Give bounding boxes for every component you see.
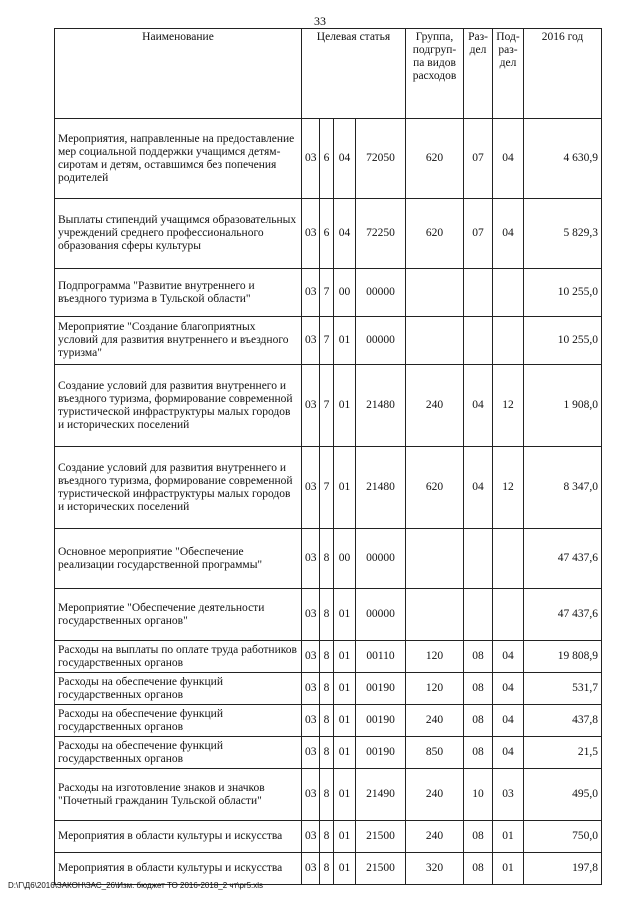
table-row bbox=[55, 529, 602, 589]
cell-group: 120 bbox=[406, 641, 464, 673]
cell-c4: 00110 bbox=[356, 641, 406, 673]
cell-c3: 01 bbox=[334, 641, 356, 673]
cell-section: 07 bbox=[464, 119, 493, 199]
cell-amount: 21,5 bbox=[524, 737, 602, 769]
cell-group: 120 bbox=[406, 673, 464, 705]
cell-group bbox=[406, 269, 464, 317]
cell-subsection: 04 bbox=[493, 705, 524, 737]
table-row bbox=[55, 705, 602, 737]
cell-c3: 00 bbox=[334, 529, 356, 589]
cell-section: 04 bbox=[464, 447, 493, 529]
cell-c3: 01 bbox=[334, 365, 356, 447]
cell-amount: 750,0 bbox=[524, 821, 602, 853]
cell-c2: 7 bbox=[320, 317, 334, 365]
table-header-row bbox=[55, 29, 602, 119]
cell-c4: 00000 bbox=[356, 317, 406, 365]
cell-name: Выплаты стипендий учащимся образовательных учреждений среднего профессионального образования сферы культуры bbox=[55, 199, 302, 269]
cell-subsection bbox=[493, 317, 524, 365]
cell-c1: 03 bbox=[302, 269, 320, 317]
cell-c3: 00 bbox=[334, 269, 356, 317]
cell-section bbox=[464, 269, 493, 317]
header-name: Наименование bbox=[55, 29, 302, 119]
cell-c2: 8 bbox=[320, 705, 334, 737]
table-row bbox=[55, 673, 602, 705]
table-row bbox=[55, 199, 602, 269]
cell-section bbox=[464, 589, 493, 641]
cell-c2: 8 bbox=[320, 529, 334, 589]
cell-subsection: 04 bbox=[493, 641, 524, 673]
cell-group bbox=[406, 589, 464, 641]
cell-c1: 03 bbox=[302, 119, 320, 199]
cell-c4: 00190 bbox=[356, 705, 406, 737]
cell-subsection bbox=[493, 589, 524, 641]
cell-subsection: 04 bbox=[493, 119, 524, 199]
cell-c2: 6 bbox=[320, 119, 334, 199]
cell-name: Создание условий для развития внутреннего и въездного туризма, формирование современной туристической инфраструктуры малых городов и исторических поселений bbox=[55, 365, 302, 447]
cell-c2: 8 bbox=[320, 853, 334, 885]
cell-c4: 72250 bbox=[356, 199, 406, 269]
cell-c1: 03 bbox=[302, 447, 320, 529]
cell-amount: 10 255,0 bbox=[524, 269, 602, 317]
table-row bbox=[55, 853, 602, 885]
cell-c4: 72050 bbox=[356, 119, 406, 199]
cell-name: Расходы на обеспечение функций государственных органов bbox=[55, 737, 302, 769]
header-section: Раз-дел bbox=[464, 29, 493, 119]
cell-section: 08 bbox=[464, 705, 493, 737]
header-target: Целевая статья bbox=[302, 29, 406, 119]
table-row bbox=[55, 269, 602, 317]
cell-section: 07 bbox=[464, 199, 493, 269]
cell-c1: 03 bbox=[302, 705, 320, 737]
cell-group: 320 bbox=[406, 853, 464, 885]
cell-c1: 03 bbox=[302, 641, 320, 673]
cell-section: 04 bbox=[464, 365, 493, 447]
cell-c4: 00000 bbox=[356, 269, 406, 317]
cell-c2: 8 bbox=[320, 769, 334, 821]
cell-name: Мероприятия, направленные на предоставление мер социальной поддержки учащимся детям-сиротам и детям, оставшимся без попечения родителей bbox=[55, 119, 302, 199]
cell-group: 240 bbox=[406, 365, 464, 447]
header-year: 2016 год bbox=[524, 29, 602, 119]
cell-c3: 01 bbox=[334, 317, 356, 365]
cell-c3: 01 bbox=[334, 821, 356, 853]
cell-name: Расходы на обеспечение функций государственных органов bbox=[55, 673, 302, 705]
cell-c2: 8 bbox=[320, 673, 334, 705]
cell-c2: 6 bbox=[320, 199, 334, 269]
cell-amount: 47 437,6 bbox=[524, 589, 602, 641]
cell-group: 620 bbox=[406, 119, 464, 199]
cell-c1: 03 bbox=[302, 365, 320, 447]
cell-name: Мероприятие "Обеспечение деятельности государственных органов" bbox=[55, 589, 302, 641]
cell-c1: 03 bbox=[302, 769, 320, 821]
cell-c3: 01 bbox=[334, 589, 356, 641]
cell-name: Расходы на выплаты по оплате труда работников государственных органов bbox=[55, 641, 302, 673]
cell-section: 08 bbox=[464, 673, 493, 705]
table-row bbox=[55, 589, 602, 641]
cell-group: 240 bbox=[406, 705, 464, 737]
cell-c4: 00190 bbox=[356, 673, 406, 705]
table-row bbox=[55, 119, 602, 199]
cell-c3: 01 bbox=[334, 673, 356, 705]
cell-subsection: 12 bbox=[493, 365, 524, 447]
cell-subsection: 01 bbox=[493, 821, 524, 853]
cell-amount: 4 630,9 bbox=[524, 119, 602, 199]
cell-c4: 21490 bbox=[356, 769, 406, 821]
cell-c2: 7 bbox=[320, 447, 334, 529]
cell-amount: 437,8 bbox=[524, 705, 602, 737]
cell-group: 850 bbox=[406, 737, 464, 769]
cell-name: Расходы на обеспечение функций государственных органов bbox=[55, 705, 302, 737]
table-row bbox=[55, 769, 602, 821]
cell-c2: 7 bbox=[320, 365, 334, 447]
cell-c1: 03 bbox=[302, 821, 320, 853]
cell-section: 08 bbox=[464, 737, 493, 769]
cell-c3: 04 bbox=[334, 119, 356, 199]
table-row bbox=[55, 821, 602, 853]
table-row bbox=[55, 447, 602, 529]
cell-name: Основное мероприятие "Обеспечение реализации государственной программы" bbox=[55, 529, 302, 589]
cell-c3: 01 bbox=[334, 737, 356, 769]
cell-c4: 21500 bbox=[356, 853, 406, 885]
cell-section: 08 bbox=[464, 641, 493, 673]
cell-subsection bbox=[493, 529, 524, 589]
file-path-footer: D:\Г\Д6\2016\ЗАКОН\ЗАС_26\Изм. бюджет ТО 2016-2018_2 чт\pr5.xls bbox=[8, 881, 264, 890]
cell-c3: 04 bbox=[334, 199, 356, 269]
cell-amount: 495,0 bbox=[524, 769, 602, 821]
cell-subsection: 04 bbox=[493, 199, 524, 269]
cell-name: Подпрограмма "Развитие внутреннего и въездного туризма в Тульской области" bbox=[55, 269, 302, 317]
cell-c4: 21480 bbox=[356, 365, 406, 447]
cell-c3: 01 bbox=[334, 705, 356, 737]
cell-subsection: 01 bbox=[493, 853, 524, 885]
cell-subsection: 04 bbox=[493, 673, 524, 705]
cell-subsection: 12 bbox=[493, 447, 524, 529]
cell-c1: 03 bbox=[302, 317, 320, 365]
cell-c1: 03 bbox=[302, 529, 320, 589]
header-subsection: Под-раз-дел bbox=[493, 29, 524, 119]
cell-c2: 7 bbox=[320, 269, 334, 317]
cell-section: 08 bbox=[464, 821, 493, 853]
budget-table bbox=[54, 28, 602, 885]
cell-amount: 531,7 bbox=[524, 673, 602, 705]
cell-group: 240 bbox=[406, 821, 464, 853]
cell-section bbox=[464, 529, 493, 589]
cell-amount: 8 347,0 bbox=[524, 447, 602, 529]
cell-name: Мероприятия в области культуры и искусства bbox=[55, 821, 302, 853]
cell-c4: 21500 bbox=[356, 821, 406, 853]
cell-group bbox=[406, 529, 464, 589]
cell-c4: 21480 bbox=[356, 447, 406, 529]
table-row bbox=[55, 317, 602, 365]
cell-section bbox=[464, 317, 493, 365]
cell-c1: 03 bbox=[302, 737, 320, 769]
cell-c4: 00190 bbox=[356, 737, 406, 769]
cell-subsection: 03 bbox=[493, 769, 524, 821]
cell-c3: 01 bbox=[334, 769, 356, 821]
cell-c2: 8 bbox=[320, 589, 334, 641]
table-row bbox=[55, 641, 602, 673]
cell-c1: 03 bbox=[302, 673, 320, 705]
cell-name: Расходы на изготовление знаков и значков "Почетный гражданин Тульской области" bbox=[55, 769, 302, 821]
cell-c2: 8 bbox=[320, 737, 334, 769]
cell-group: 620 bbox=[406, 447, 464, 529]
cell-amount: 5 829,3 bbox=[524, 199, 602, 269]
cell-amount: 19 808,9 bbox=[524, 641, 602, 673]
cell-c4: 00000 bbox=[356, 529, 406, 589]
cell-c3: 01 bbox=[334, 447, 356, 529]
cell-section: 08 bbox=[464, 853, 493, 885]
cell-c2: 8 bbox=[320, 821, 334, 853]
page-number: 33 bbox=[314, 14, 326, 28]
cell-c1: 03 bbox=[302, 589, 320, 641]
cell-c1: 03 bbox=[302, 853, 320, 885]
cell-c3: 01 bbox=[334, 853, 356, 885]
cell-name: Мероприятие "Создание благоприятных условий для развития внутреннего и въездного туризма" bbox=[55, 317, 302, 365]
cell-group: 620 bbox=[406, 199, 464, 269]
table-row bbox=[55, 737, 602, 769]
table-row bbox=[55, 365, 602, 447]
cell-section: 10 bbox=[464, 769, 493, 821]
cell-group bbox=[406, 317, 464, 365]
cell-subsection: 04 bbox=[493, 737, 524, 769]
cell-c1: 03 bbox=[302, 199, 320, 269]
cell-amount: 1 908,0 bbox=[524, 365, 602, 447]
cell-amount: 10 255,0 bbox=[524, 317, 602, 365]
cell-name: Создание условий для развития внутреннего и въездного туризма, формирование современной туристической инфраструктуры малых городов и исторических поселений bbox=[55, 447, 302, 529]
cell-name: Мероприятия в области культуры и искусства bbox=[55, 853, 302, 885]
cell-c2: 8 bbox=[320, 641, 334, 673]
cell-subsection bbox=[493, 269, 524, 317]
header-group: Группа, подгруп-па видов расходов bbox=[406, 29, 464, 119]
cell-amount: 47 437,6 bbox=[524, 529, 602, 589]
cell-amount: 197,8 bbox=[524, 853, 602, 885]
cell-c4: 00000 bbox=[356, 589, 406, 641]
cell-group: 240 bbox=[406, 769, 464, 821]
